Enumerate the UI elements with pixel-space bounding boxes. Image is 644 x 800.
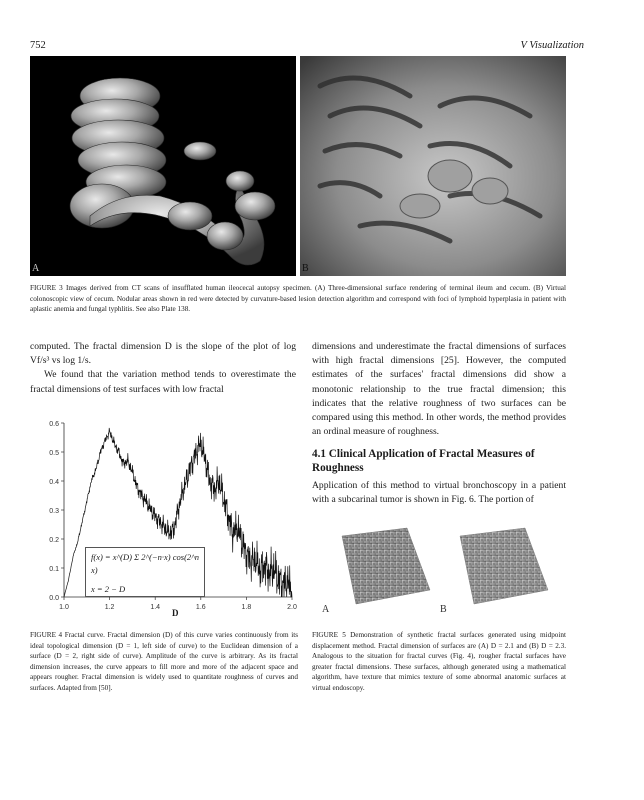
figure3-panel-a [30, 56, 296, 276]
figure5-label-b: B [440, 604, 447, 615]
figure3-label-b: B [302, 263, 309, 274]
right-column-text [312, 340, 566, 439]
y-tick-label: 0.2 [49, 537, 59, 544]
ileocecal-surface-rendering-image [30, 56, 296, 276]
fractal-surfaces-image [312, 520, 566, 620]
formula-box [85, 547, 205, 597]
x-tick-label: 2.0 [287, 604, 297, 611]
figure5-caption: FIGURE 5 Demonstration of synthetic fractal surfaces generated using midpoint displacement method. Fractal dimension of surfaces are (A) D = 2.1 and (B) D = 2.3. Analogous to the situation for fractal curves (Fig. 4), rougher fractal surfaces have greater fractal dimensions. These surfaces, although generated using a mathematical algorithm, have texture that mimics texture of some abnormal anatomic surfaces at virtual endoscopy. [312, 631, 566, 692]
figure3-label-a: A [32, 263, 40, 274]
running-section-title: V Visualization [520, 40, 584, 51]
section-heading [312, 447, 566, 475]
y-tick-label: 0.6 [49, 421, 59, 428]
right-paragraph-2: Application of this method to virtual bronchoscopy in a patient with a subcarinal tumor is shown in Fig. 6. The portion of [312, 480, 566, 506]
y-tick-label: 0.3 [49, 508, 59, 515]
y-tick-label: 0.5 [49, 450, 59, 457]
left-paragraph-1: computed. The fractal dimension D is the slope of the plot of log Vf/s³ vs log 1/s. [30, 341, 296, 367]
y-tick-label: 0.1 [49, 566, 59, 573]
figure4-chart [30, 415, 300, 620]
y-tick-label: 0.4 [49, 479, 59, 486]
formula-line-1: f(x) = x^(D) Σ 2^(−n·x) cos(2^n x) [91, 552, 199, 575]
figure3-panel-b [300, 56, 566, 276]
x-tick-label: 1.8 [241, 604, 252, 611]
left-paragraph-2: We found that the variation method tends to overestimate the fractal dimensions of test surfaces with low fractal [30, 369, 296, 395]
right-paragraph-1: dimensions and underestimate the fractal dimensions of surfaces with high fractal dimensions [25]. However, the computed estimates of the surfaces' fractal dimensions did show a monotonic relationship to the true fractal dimension; this indicates that the relative roughness of two surfaces can be compared using this method. In other words, the method provides an ordinal measure of roughness. [312, 341, 566, 438]
x-tick-label: 1.6 [195, 604, 206, 611]
figure5-images [312, 520, 566, 620]
figure4-caption: FIGURE 4 Fractal curve. Fractal dimension (D) of this curve varies continuously from its ideal topological dimension (D = 1, left side of curve) to the Euclidean dimension of a surface (D = 2, right side of curve). Amplitude of the curve is arbitrary. As its fractal dimension increases, the curve appears to fill more and more of the adjacent space and appears rougher. Fractal dimension is widely used to quantitate roughness of curves and surfaces. Adapted from [50]. [30, 631, 298, 692]
figure5-label-a: A [322, 604, 330, 615]
page-number: 752 [30, 40, 46, 51]
left-column-text [30, 340, 296, 397]
x-tick-label: 1.4 [150, 604, 161, 611]
formula-line-2: x = 2 − D [91, 584, 126, 594]
x-tick-label: 1.2 [104, 604, 115, 611]
figure3-caption: FIGURE 3 Images derived from CT scans of insufflated human ileocecal autopsy specimen. (A) Three-dimensional surface rendering of terminal ileum and cecum. (B) Virtual colonoscopic view of cecum. Nodular areas shown in red were detected by curvature-based lesion detection algorithm and correspond with foci of lymphoid hyperplasia in patient with aplastic anemia and fungal typhlitis. See also Plate 138. [30, 284, 566, 314]
y-tick-label: 0.0 [49, 595, 59, 602]
section-heading-number: 4.1 [312, 448, 326, 460]
x-tick-label: 1.0 [59, 604, 69, 611]
right-paragraph-2-wrap [312, 479, 566, 507]
chart-xlabel: D [172, 608, 179, 618]
section-heading-text: Clinical Application of Fractal Measures of Roughness [312, 448, 535, 474]
virtual-colonoscopy-image [300, 56, 566, 276]
